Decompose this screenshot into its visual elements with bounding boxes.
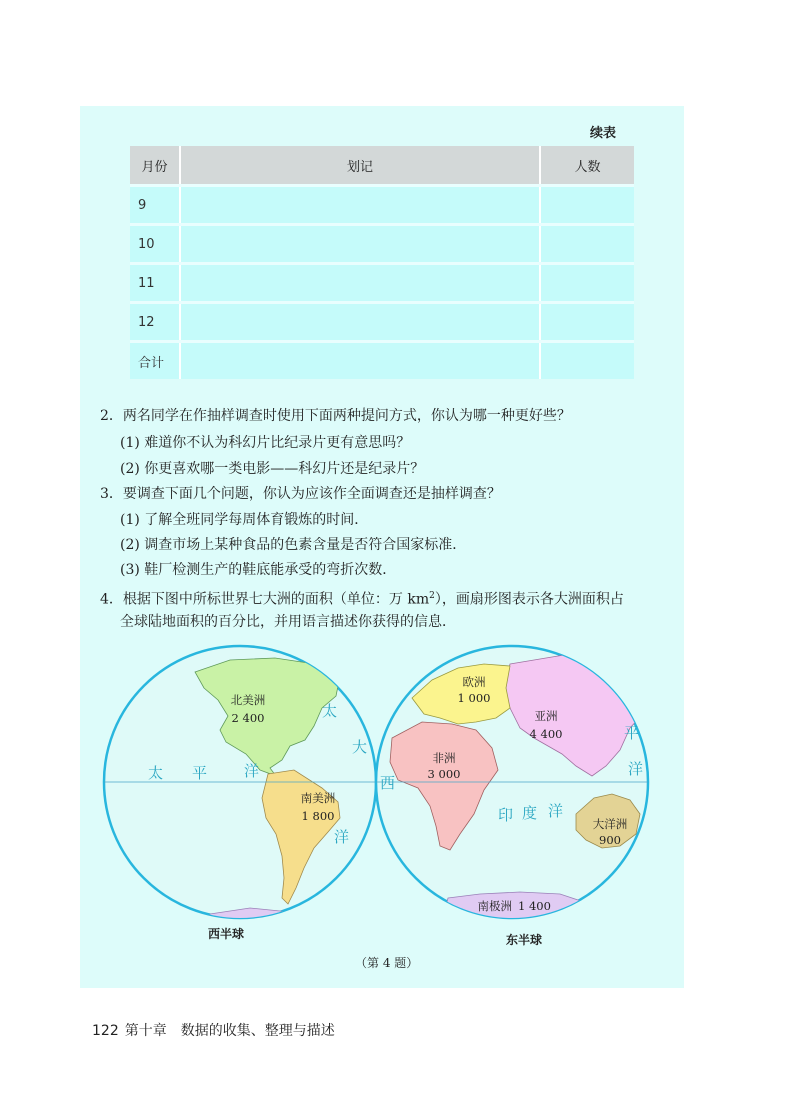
indian-char-3: 洋 [548, 802, 564, 820]
month-cell: 10 [130, 225, 180, 264]
count-cell [540, 225, 634, 264]
world-hemisphere-map [100, 642, 670, 952]
eastern-hemisphere [376, 646, 660, 932]
table-row [130, 303, 634, 342]
africa-name: 非洲 [432, 751, 456, 765]
question-2-option-1: (1) 难道你不认为科幻片比纪录片更有意思吗？ [120, 435, 411, 451]
question-3-option-1: (1) 了解全班同学每周体育锻炼的时间． [120, 512, 369, 528]
atlantic-char-1: 大 [352, 738, 368, 756]
table-row [130, 186, 634, 225]
pacific-ne-char: 太 [322, 702, 338, 720]
asia-area: 4 400 [529, 727, 563, 741]
header-tally: 划记 [180, 146, 540, 186]
tally-table [130, 146, 634, 379]
table-row [130, 342, 634, 380]
south-america-area: 1 800 [301, 809, 335, 823]
month-cell: 12 [130, 303, 180, 342]
question-3-option-3: (3) 鞋厂检测生产的鞋底能承受的弯折次数． [120, 562, 397, 578]
table-continued-label: 续表 [590, 126, 617, 141]
question-2-option-2: (2) 你更喜欢哪一类电影——科幻片还是纪录片？ [120, 461, 425, 477]
question-4-stem-b: ），画扇形图表示各大洲面积占 [434, 591, 624, 608]
antarctica-name: 南极洲 [477, 899, 512, 913]
pacific-west-char-1: 太 [148, 764, 164, 782]
chapter-title: 第十章 数据的收集、整理与描述 [124, 1023, 335, 1039]
table-header-row [130, 146, 634, 186]
europe-area: 1 000 [457, 691, 491, 705]
page-number: 122 [92, 1023, 119, 1039]
tally-cell [180, 225, 540, 264]
oceania-name: 大洋洲 [592, 817, 628, 831]
north-america-name: 北美洲 [230, 693, 266, 707]
question-3-stem: 3．要调查下面几个问题，你认为应该作全面调查还是抽样调查？ [100, 486, 501, 502]
tally-cell [180, 186, 540, 225]
europe-name: 欧洲 [462, 675, 486, 689]
africa-area: 3 000 [427, 767, 461, 781]
table-row [130, 264, 634, 303]
question-4-stem-a: 4．根据下图中所标世界七大洲的面积（单位：万 km [100, 591, 430, 608]
atlantic-char-2: 西 [380, 774, 396, 792]
header-month: 月份 [130, 146, 180, 186]
south-america-name: 南美洲 [300, 791, 336, 805]
indian-char-2: 度 [522, 804, 538, 822]
question-4-stem [100, 586, 624, 610]
table-row [130, 225, 634, 264]
question-3-option-2: (2) 调查市场上某种食品的色素含量是否符合国家标准． [120, 537, 467, 553]
tally-cell [180, 342, 540, 380]
count-cell [540, 186, 634, 225]
indian-char-1: 印 [498, 806, 514, 824]
count-cell [540, 264, 634, 303]
tally-cell [180, 264, 540, 303]
tally-cell [180, 303, 540, 342]
header-count: 人数 [540, 146, 634, 186]
north-america-area: 2 400 [231, 711, 265, 725]
count-cell [540, 342, 634, 380]
page-footer [92, 1020, 335, 1040]
oceania-area: 900 [599, 833, 621, 847]
pacific-west-char-2: 平 [192, 764, 208, 782]
month-cell: 9 [130, 186, 180, 225]
unit-superscript: 2 [429, 591, 435, 601]
count-cell [540, 303, 634, 342]
pacific-east-char-1: 平 [624, 724, 640, 742]
month-cell: 11 [130, 264, 180, 303]
western-hemisphere [100, 646, 390, 932]
question-4-line-2: 全球陆地面积的百分比，并用语言描述你获得的信息． [120, 614, 456, 630]
figure-caption: （第 4 题） [355, 956, 419, 970]
eastern-hemisphere-label: 东半球 [506, 933, 543, 947]
pacific-west-char-3: 洋 [244, 762, 260, 780]
total-cell: 合计 [130, 342, 180, 380]
antarctica-area: 1 400 [518, 899, 551, 913]
asia-name: 亚洲 [534, 709, 558, 723]
pacific-east-char-2: 洋 [628, 760, 644, 778]
question-2-stem: 2．两名同学在作抽样调查时使用下面两种提问方式，你认为哪一种更好些？ [100, 408, 571, 424]
atlantic-char-3: 洋 [334, 828, 350, 846]
western-hemisphere-label: 西半球 [208, 927, 245, 941]
